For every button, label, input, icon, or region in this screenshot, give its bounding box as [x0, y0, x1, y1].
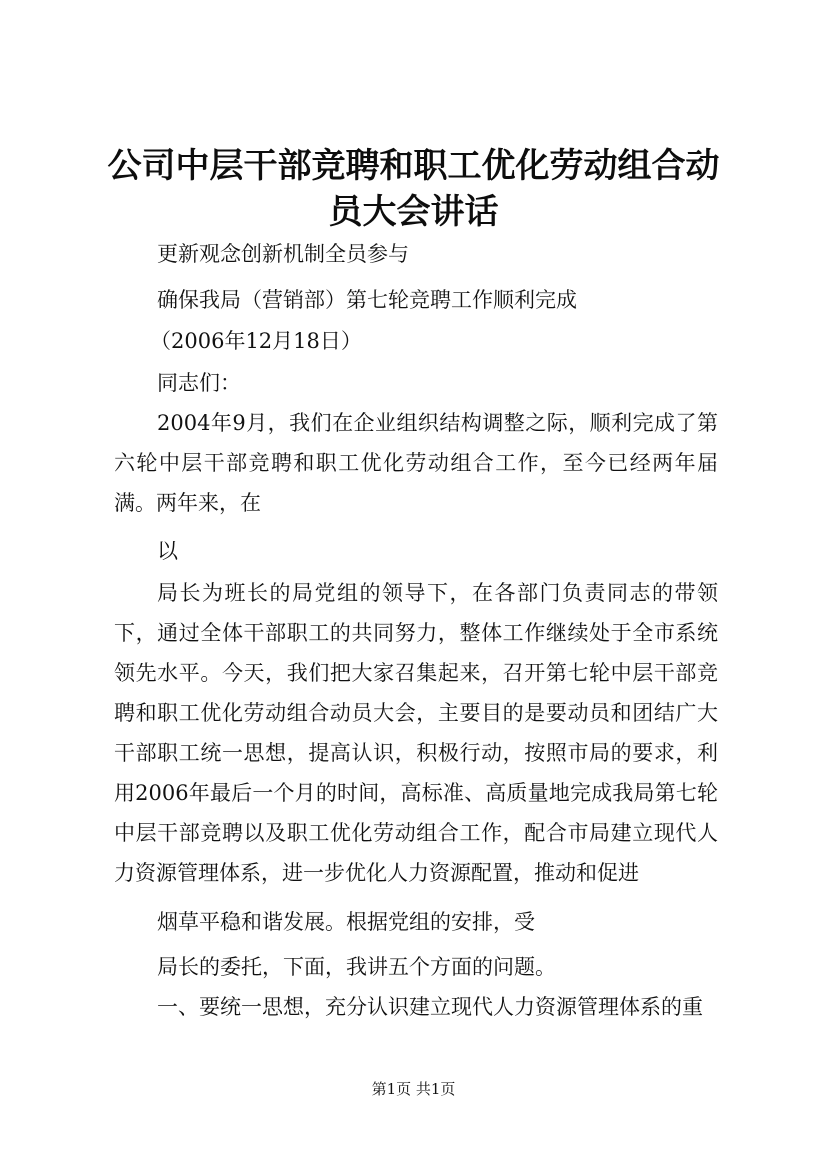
paragraph-continuation-2: 局长的委托，下面，我讲五个方面的问题。 [157, 955, 556, 979]
section-heading-one: 一、要统一思想，充分认识建立现代人力资源管理体系的重 [157, 995, 703, 1019]
subtitle-line-2: 确保我局（营销部）第七轮竞聘工作顺利完成 [157, 288, 577, 312]
document-title: 公司中层干部竞聘和职工优化劳动组合动员大会讲话 [107, 146, 720, 232]
paragraph-fragment: 以 [157, 539, 178, 563]
paragraph-continuation-1: 烟草平稳和谐发展。根据党组的安排，受 [157, 910, 535, 934]
salutation: 同志们： [157, 371, 241, 395]
subtitle-line-1: 更新观念创新机制全员参与 [157, 242, 409, 266]
speech-date: （2006年12月18日） [150, 329, 362, 353]
paragraph-opening: 2004年9月，我们在企业组织结构调整之际，顺利完成了第六轮中层干部竞聘和职工优化劳动组合工作，至今已经两年届满。两年来，在 [114, 411, 718, 515]
paragraph-body: 局长为班长的局党组的领导下，在各部门负责同志的带领下，通过全体干部职工的共同努力，整体工作继续处于全市系统领先水平。今天，我们把大家召集起来，召开第七轮中层干部竞聘和职工优化劳动组合动员大会，主要目的是要动员和团结广大干部职工统一思想，提高认识，积极行动，按照市局的要求，利用2006年最后一个月的时间，高标准、高质量地完成我局第七轮中层干部竞聘以及职工优化劳动组合工作，配合市局建立现代人力资源管理体系，进一步优化人力资源配置，推动和促进 [114, 581, 718, 885]
page-number-footer: 第1页 共1页 [371, 1080, 456, 1098]
